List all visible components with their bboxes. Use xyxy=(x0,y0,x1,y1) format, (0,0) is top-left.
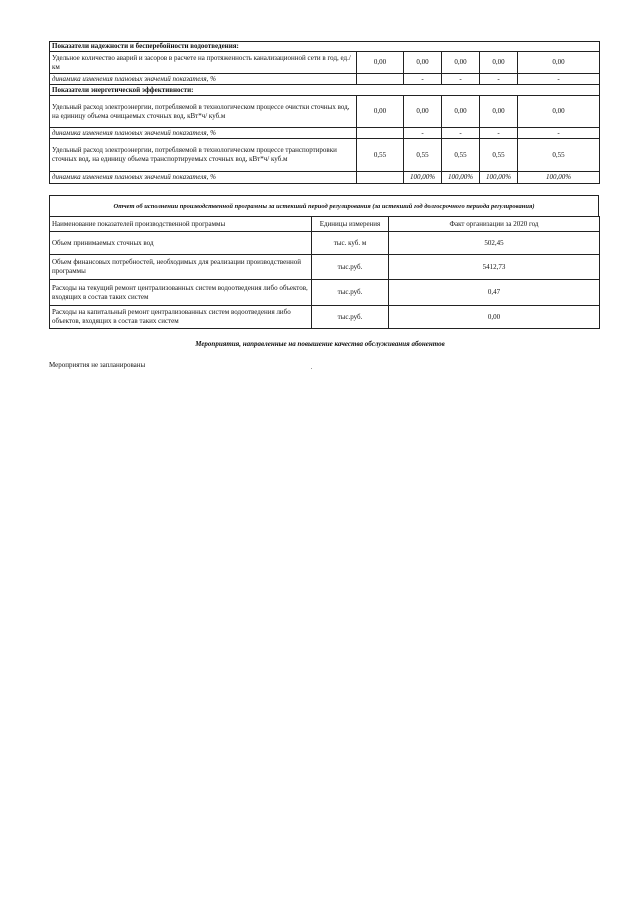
cell-value: - xyxy=(480,128,518,139)
cell-value: 0,00 xyxy=(357,96,404,128)
row-label: Удельный расход электроэнергии, потребляемой в технологическом процессе очистки сточных вод, на единицу объема очищаемых сточных вод, кВт*ч/ куб.м xyxy=(50,96,357,128)
table-row xyxy=(50,139,600,172)
row-label: Объем принимаемых сточных вод xyxy=(50,232,312,255)
cell-unit: тыс. куб. м xyxy=(312,232,389,255)
row-label: Объем финансовых потребностей, необходимых для реализации производственной программы xyxy=(50,255,312,280)
table-row xyxy=(50,306,600,329)
cell-unit: тыс.руб. xyxy=(312,255,389,280)
row-label: Удельное количество аварий и засоров в расчете на протяженность канализационной сети в год, ед./км xyxy=(50,52,357,74)
cell-value: - xyxy=(518,128,600,139)
table-row xyxy=(50,232,600,255)
row-label: динамика изменения плановых значений показателя, % xyxy=(50,128,357,139)
table-row xyxy=(50,74,600,85)
cell-unit: тыс.руб. xyxy=(312,306,389,329)
cell-value: 0,00 xyxy=(442,52,480,74)
cell-value: - xyxy=(442,128,480,139)
cell-value: 0,00 xyxy=(518,52,600,74)
cell-value: 0,55 xyxy=(404,139,442,172)
cell-value: 0,55 xyxy=(518,139,600,172)
column-header: Наименование показателей производственной программы xyxy=(50,217,312,232)
row-label: Удельный расход электроэнергии, потребляемой в технологическом процессе транспортировки сточных вод, на единицу объема транспортируемых сточных вод, кВт*ч/ куб.м xyxy=(50,139,357,172)
cell-value: - xyxy=(480,74,518,85)
cell-value xyxy=(357,74,404,85)
cell-value: 0,00 xyxy=(389,306,600,329)
cell-value: 100,00% xyxy=(442,172,480,184)
cell-value: 100,00% xyxy=(404,172,442,184)
cell-value: 0,00 xyxy=(404,96,442,128)
cell-value: 0,55 xyxy=(442,139,480,172)
table-row xyxy=(50,96,600,128)
table-row xyxy=(50,280,600,306)
cell-value: 0,00 xyxy=(404,52,442,74)
reliability-header-row xyxy=(50,42,600,52)
table-header-row xyxy=(50,217,600,232)
cell-value: 0,00 xyxy=(480,96,518,128)
cell-value: 502,45 xyxy=(389,232,600,255)
energy-header: Показатели энергетической эффективности: xyxy=(50,85,600,96)
table-row xyxy=(50,128,600,139)
report-caption: Отчет об исполнении производственной программы за истекший период регулирования (за истекший год долгосрочного периода регулирования) xyxy=(49,195,599,216)
cell-value xyxy=(357,128,404,139)
cell-value: - xyxy=(518,74,600,85)
row-label: динамика изменения плановых значений показателя, % xyxy=(50,172,357,184)
cell-value: 0,00 xyxy=(357,52,404,74)
cell-value: - xyxy=(404,74,442,85)
table-row xyxy=(50,255,600,280)
cell-value: 0,55 xyxy=(357,139,404,172)
scan-speck xyxy=(311,368,312,369)
cell-value: 0,00 xyxy=(442,96,480,128)
measures-note: Мероприятия не запланированы xyxy=(49,361,146,369)
program-report-table xyxy=(49,216,600,329)
row-label: Расходы на капитальный ремонт централизованных систем водоотведения либо объектов, входящих в состав таких систем xyxy=(50,306,312,329)
table-row xyxy=(50,172,600,184)
reliability-header: Показатели надежности и бесперебойности водоотведения: xyxy=(50,42,600,52)
cell-value: - xyxy=(404,128,442,139)
row-label: динамика изменения плановых значений показателя, % xyxy=(50,74,357,85)
cell-value: 0,47 xyxy=(389,280,600,306)
measures-heading: Мероприятия, направленные на повышение качества обслуживания абонентов xyxy=(195,340,445,348)
cell-value: - xyxy=(442,74,480,85)
column-header: Единицы измерения xyxy=(312,217,389,232)
cell-value: 0,00 xyxy=(518,96,600,128)
indicators-table xyxy=(49,41,600,184)
cell-value: 5412,73 xyxy=(389,255,600,280)
row-label: Расходы на текущий ремонт централизованных систем водоотведения либо объектов, входящих в состав таких систем xyxy=(50,280,312,306)
cell-value: 100,00% xyxy=(480,172,518,184)
table-row xyxy=(50,52,600,74)
cell-value: 0,00 xyxy=(480,52,518,74)
cell-value: 100,00% xyxy=(518,172,600,184)
cell-value xyxy=(357,172,404,184)
column-header: Факт организации за 2020 год xyxy=(389,217,600,232)
cell-value: 0,55 xyxy=(480,139,518,172)
energy-header-row xyxy=(50,85,600,96)
cell-unit: тыс.руб. xyxy=(312,280,389,306)
